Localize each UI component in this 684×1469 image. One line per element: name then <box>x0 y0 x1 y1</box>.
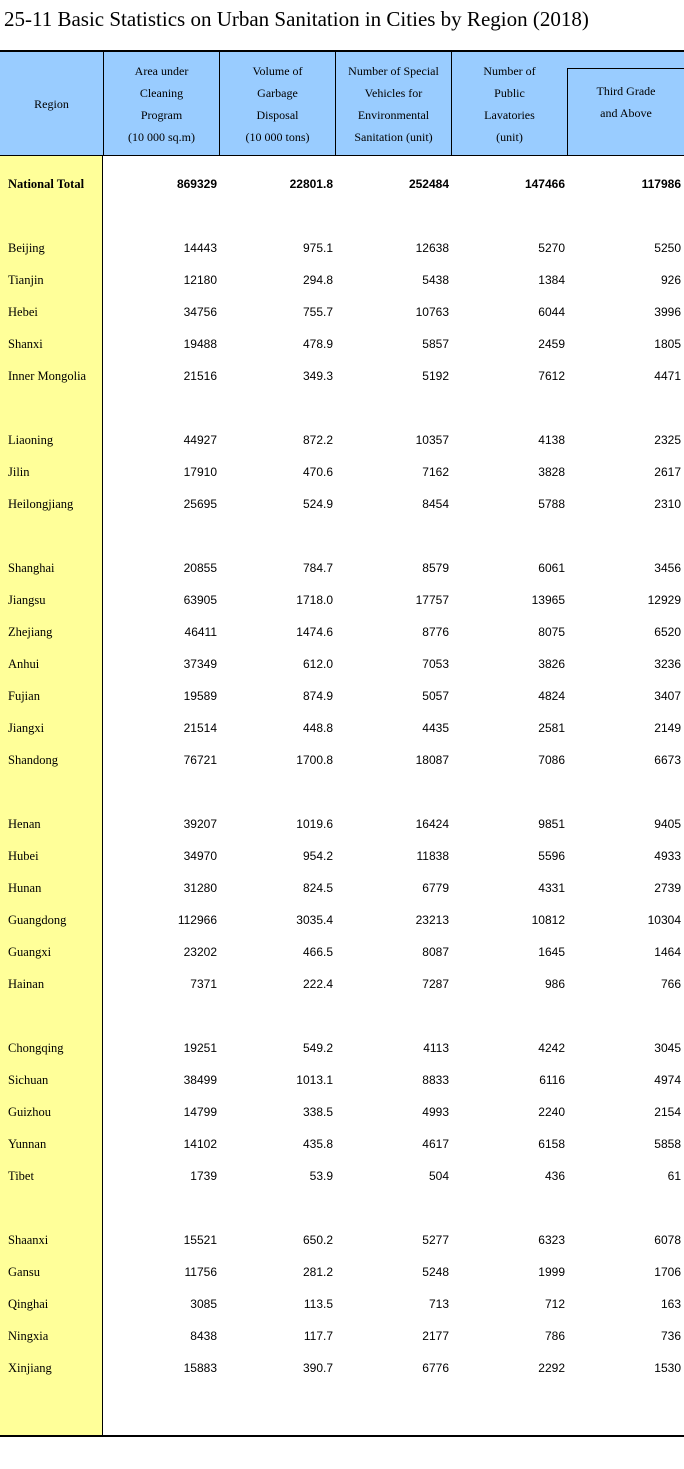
table-row <box>0 750 684 770</box>
region-cell: Heilongjiang <box>8 497 74 511</box>
table-row <box>0 942 684 962</box>
area-cell: 1739 <box>190 1169 217 1183</box>
area-cell: 76721 <box>183 753 217 767</box>
garbage-cell: 390.7 <box>302 1361 333 1375</box>
garbage-cell: 1718.0 <box>296 593 333 607</box>
region-cell: Hebei <box>8 305 38 319</box>
garbage-cell: 53.9 <box>309 1169 333 1183</box>
table-row <box>0 430 684 450</box>
area-cell: 19589 <box>183 689 217 703</box>
vehicles-cell: 4617 <box>422 1137 449 1151</box>
header-area-line: Program <box>140 107 183 122</box>
table-row <box>0 1166 684 1186</box>
region-cell: Liaoning <box>8 433 54 447</box>
third-grade-cell: 2325 <box>654 433 681 447</box>
region-cell: Inner Mongolia <box>8 369 87 383</box>
third-grade-cell: 3236 <box>654 657 681 671</box>
table-top-rule <box>0 50 684 52</box>
garbage-cell: 954.2 <box>302 849 333 863</box>
lavatories-cell: 986 <box>544 977 565 991</box>
table-row <box>0 1262 684 1282</box>
table-row <box>0 910 684 930</box>
vehicles-cell: 4113 <box>423 1041 449 1055</box>
table-row <box>0 1294 684 1314</box>
area-cell: 34756 <box>183 305 217 319</box>
third-grade-cell: 163 <box>660 1297 681 1311</box>
third-grade-cell: 926 <box>660 273 681 287</box>
third-grade-cell: 5858 <box>654 1137 681 1151</box>
header-third-grade-line: and Above <box>600 105 652 120</box>
region-cell: National Total <box>8 177 85 191</box>
region-cell: Qinghai <box>8 1297 49 1311</box>
area-cell: 8438 <box>190 1329 217 1343</box>
vehicles-cell: 8776 <box>422 625 449 639</box>
third-grade-cell: 4471 <box>654 369 681 383</box>
table-bottom-rule <box>0 1435 684 1437</box>
garbage-cell: 294.8 <box>302 273 333 287</box>
lavatories-cell: 1384 <box>538 273 565 287</box>
region-cell: Sichuan <box>8 1073 49 1087</box>
vehicles-cell: 5248 <box>422 1265 449 1279</box>
header-vehicles <box>336 52 451 155</box>
lavatories-cell: 2581 <box>538 721 565 735</box>
area-cell: 39207 <box>183 817 217 831</box>
table-row <box>0 558 684 578</box>
area-cell: 12180 <box>183 273 217 287</box>
third-grade-cell: 2310 <box>654 497 681 511</box>
area-cell: 34970 <box>183 849 217 863</box>
area-cell: 19251 <box>183 1041 217 1055</box>
lavatories-cell: 6044 <box>538 305 565 319</box>
table-row <box>0 974 684 994</box>
region-cell: Henan <box>8 817 41 831</box>
vehicles-cell: 252484 <box>408 177 449 191</box>
lavatories-cell: 3828 <box>538 465 565 479</box>
header-region <box>0 52 103 155</box>
garbage-cell: 349.3 <box>302 369 333 383</box>
table-row <box>0 462 684 482</box>
third-grade-cell: 2739 <box>654 881 681 895</box>
third-grade-cell: 6078 <box>654 1233 681 1247</box>
region-cell: Gansu <box>8 1265 40 1279</box>
lavatories-cell: 786 <box>544 1329 565 1343</box>
vehicles-cell: 2177 <box>422 1329 449 1343</box>
third-grade-cell: 4974 <box>654 1073 681 1087</box>
area-cell: 21514 <box>183 721 217 735</box>
garbage-cell: 824.5 <box>302 881 333 895</box>
lavatories-cell: 3826 <box>538 657 565 671</box>
area-cell: 31280 <box>183 881 217 895</box>
area-cell: 14443 <box>183 241 217 255</box>
third-grade-cell: 3996 <box>654 305 681 319</box>
table-row <box>0 334 684 354</box>
third-grade-cell: 2617 <box>654 465 681 479</box>
region-cell: Chongqing <box>8 1041 64 1055</box>
lavatories-cell: 2459 <box>538 337 565 351</box>
lavatories-cell: 2240 <box>538 1105 565 1119</box>
table-row <box>0 622 684 642</box>
table-row <box>0 1070 684 1090</box>
garbage-cell: 1013.1 <box>296 1073 333 1087</box>
region-cell: Guangdong <box>8 913 67 927</box>
header-garbage-line: Volume of <box>252 63 303 78</box>
vehicles-cell: 10763 <box>415 305 449 319</box>
lavatories-cell: 5270 <box>538 241 565 255</box>
region-cell: Ningxia <box>8 1329 49 1343</box>
region-cell: Shanghai <box>8 561 55 575</box>
area-cell: 44927 <box>183 433 217 447</box>
header-vehicles-line: Vehicles for <box>364 85 423 100</box>
third-grade-cell: 1805 <box>654 337 681 351</box>
third-grade-cell: 6673 <box>654 753 681 767</box>
lavatories-cell: 436 <box>544 1169 565 1183</box>
third-grade-cell: 1706 <box>654 1265 681 1279</box>
third-grade-cell: 1464 <box>654 945 681 959</box>
lavatories-cell: 4824 <box>538 689 565 703</box>
header-third-grade <box>568 68 684 155</box>
header-garbage-line: Disposal <box>256 107 299 122</box>
vehicles-cell: 8087 <box>422 945 449 959</box>
garbage-cell: 281.2 <box>302 1265 333 1279</box>
header-area-line: Area under <box>134 63 189 78</box>
area-cell: 38499 <box>183 1073 217 1087</box>
vehicles-cell: 6776 <box>422 1361 449 1375</box>
lavatories-cell: 9851 <box>538 817 565 831</box>
table-row <box>0 1230 684 1250</box>
header-area-unit: (10 000 sq.m) <box>128 129 195 144</box>
vehicles-cell: 7287 <box>422 977 449 991</box>
garbage-cell: 524.9 <box>302 497 333 511</box>
header-lavatories-line: Public <box>494 85 525 100</box>
region-cell: Shanxi <box>8 337 43 351</box>
region-cell: Jiangsu <box>8 593 46 607</box>
third-grade-cell: 2149 <box>654 721 681 735</box>
table-row <box>0 302 684 322</box>
garbage-cell: 874.9 <box>302 689 333 703</box>
area-cell: 11756 <box>184 1265 217 1279</box>
header-region-label: Region <box>34 96 69 111</box>
third-grade-cell: 3045 <box>654 1041 681 1055</box>
area-cell: 14102 <box>183 1137 217 1151</box>
lavatories-cell: 13965 <box>531 593 565 607</box>
header-lavatories <box>452 52 567 155</box>
statistics-table <box>0 50 684 1437</box>
third-grade-cell: 10304 <box>647 913 681 927</box>
garbage-cell: 435.8 <box>302 1137 333 1151</box>
vehicles-cell: 12638 <box>415 241 449 255</box>
lavatories-cell: 4242 <box>538 1041 565 1055</box>
area-cell: 37349 <box>183 657 217 671</box>
vehicles-cell: 8579 <box>422 561 449 575</box>
region-cell: Guizhou <box>8 1105 52 1119</box>
table-row <box>0 1102 684 1122</box>
garbage-cell: 1700.8 <box>296 753 333 767</box>
table-row <box>0 814 684 834</box>
lavatories-cell: 2292 <box>538 1361 565 1375</box>
header-lavatories-unit: (unit) <box>496 129 523 144</box>
lavatories-cell: 8075 <box>538 625 565 639</box>
table-row <box>0 590 684 610</box>
header-third-grade-line: Third Grade <box>596 83 656 98</box>
garbage-cell: 222.4 <box>302 977 333 991</box>
area-cell: 21516 <box>183 369 217 383</box>
third-grade-cell: 61 <box>667 1169 681 1183</box>
table-row <box>0 1326 684 1346</box>
area-cell: 20855 <box>183 561 217 575</box>
garbage-cell: 650.2 <box>302 1233 333 1247</box>
table-row <box>0 654 684 674</box>
vehicles-cell: 7053 <box>422 657 449 671</box>
table-row <box>0 1358 684 1378</box>
garbage-cell: 117.7 <box>303 1329 333 1343</box>
region-cell: Guangxi <box>8 945 52 959</box>
region-cell: Tianjin <box>8 273 44 287</box>
third-grade-cell: 9405 <box>654 817 681 831</box>
lavatories-cell: 147466 <box>524 177 565 191</box>
table-row <box>0 270 684 290</box>
vehicles-cell: 713 <box>428 1297 449 1311</box>
vehicles-cell: 8833 <box>422 1073 449 1087</box>
lavatories-cell: 5788 <box>538 497 565 511</box>
header-area-line: Cleaning <box>139 85 184 100</box>
region-cell: Zhejiang <box>8 625 53 639</box>
region-cell: Fujian <box>8 689 40 703</box>
vehicles-cell: 11838 <box>416 849 449 863</box>
lavatories-cell: 6323 <box>538 1233 565 1247</box>
area-cell: 869329 <box>176 177 217 191</box>
vehicles-cell: 7162 <box>422 465 449 479</box>
lavatories-cell: 1999 <box>538 1265 565 1279</box>
area-cell: 112966 <box>177 913 217 927</box>
region-cell: Jilin <box>8 465 30 479</box>
header-vehicles-line: Sanitation (unit) <box>354 129 433 144</box>
lavatories-cell: 10812 <box>531 913 565 927</box>
lavatories-cell: 1645 <box>538 945 565 959</box>
vehicles-cell: 4435 <box>422 721 449 735</box>
lavatories-cell: 6116 <box>539 1073 565 1087</box>
header-area <box>104 52 219 155</box>
vehicles-cell: 504 <box>428 1169 449 1183</box>
vehicles-cell: 6779 <box>422 881 449 895</box>
garbage-cell: 3035.4 <box>296 913 333 927</box>
third-grade-cell: 4933 <box>654 849 681 863</box>
area-cell: 14799 <box>183 1105 217 1119</box>
region-cell: Anhui <box>8 657 40 671</box>
garbage-cell: 466.5 <box>302 945 333 959</box>
header-garbage <box>220 52 335 155</box>
third-grade-cell: 2154 <box>654 1105 681 1119</box>
third-grade-cell: 6520 <box>654 625 681 639</box>
table-row <box>0 846 684 866</box>
vehicles-cell: 5277 <box>422 1233 449 1247</box>
area-cell: 25695 <box>183 497 217 511</box>
header-garbage-unit: (10 000 tons) <box>245 129 310 144</box>
area-cell: 15521 <box>183 1233 217 1247</box>
garbage-cell: 470.6 <box>302 465 333 479</box>
garbage-cell: 478.9 <box>302 337 333 351</box>
vehicles-cell: 8454 <box>422 497 449 511</box>
lavatories-cell: 712 <box>544 1297 565 1311</box>
lavatories-cell: 7612 <box>538 369 565 383</box>
lavatories-cell: 5596 <box>538 849 565 863</box>
garbage-cell: 448.8 <box>302 721 333 735</box>
region-cell: Shandong <box>8 753 58 767</box>
vehicles-cell: 5192 <box>422 369 449 383</box>
table-row <box>0 238 684 258</box>
third-grade-cell: 3456 <box>654 561 681 575</box>
region-cell: Tibet <box>8 1169 34 1183</box>
table-row <box>0 366 684 386</box>
region-cell: Yunnan <box>8 1137 47 1151</box>
garbage-cell: 338.5 <box>302 1105 333 1119</box>
national-total-row <box>0 174 684 194</box>
garbage-cell: 549.2 <box>302 1041 333 1055</box>
table-row <box>0 1038 684 1058</box>
page-title: 25-11 Basic Statistics on Urban Sanitation in Cities by Region (2018) <box>4 7 589 31</box>
area-cell: 15883 <box>183 1361 217 1375</box>
header-garbage-line: Garbage <box>257 85 298 100</box>
lavatories-cell: 6158 <box>538 1137 565 1151</box>
vehicles-cell: 5438 <box>422 273 449 287</box>
area-cell: 46411 <box>184 625 217 639</box>
garbage-cell: 784.7 <box>302 561 333 575</box>
vehicles-cell: 18087 <box>415 753 449 767</box>
header-lavatories-line: Number of <box>483 63 536 78</box>
table-header <box>0 52 684 155</box>
header-lavatories-line: Lavatories <box>484 107 535 122</box>
lavatories-cell: 6061 <box>538 561 565 575</box>
area-cell: 23202 <box>183 945 217 959</box>
header-vehicles-line: Number of Special <box>348 63 439 78</box>
table-row <box>0 1134 684 1154</box>
vehicles-cell: 5857 <box>422 337 449 351</box>
lavatories-cell: 7086 <box>538 753 565 767</box>
table-row <box>0 686 684 706</box>
table-row <box>0 878 684 898</box>
garbage-cell: 755.7 <box>302 305 333 319</box>
lavatories-cell: 4138 <box>538 433 565 447</box>
garbage-cell: 1019.6 <box>296 817 333 831</box>
vehicles-cell: 16424 <box>415 817 449 831</box>
area-cell: 7371 <box>190 977 217 991</box>
area-cell: 17910 <box>183 465 217 479</box>
region-cell: Hainan <box>8 977 45 991</box>
region-cell: Xinjiang <box>8 1361 52 1375</box>
area-cell: 3085 <box>190 1297 217 1311</box>
header-vehicles-line: Environmental <box>357 107 430 122</box>
third-grade-cell: 12929 <box>647 593 681 607</box>
area-cell: 63905 <box>183 593 217 607</box>
vehicles-cell: 10357 <box>415 433 449 447</box>
vehicles-cell: 4993 <box>422 1105 449 1119</box>
region-cell: Beijing <box>8 241 45 255</box>
vehicles-cell: 17757 <box>415 593 449 607</box>
third-grade-cell: 3407 <box>654 689 681 703</box>
garbage-cell: 113.5 <box>303 1297 333 1311</box>
garbage-cell: 1474.6 <box>296 625 333 639</box>
region-cell: Hubei <box>8 849 39 863</box>
vehicles-cell: 23213 <box>415 913 449 927</box>
region-cell: Shaanxi <box>8 1233 49 1247</box>
area-cell: 19488 <box>183 337 217 351</box>
third-grade-cell: 736 <box>660 1329 681 1343</box>
table-row <box>0 718 684 738</box>
garbage-cell: 22801.8 <box>289 177 333 191</box>
lavatories-cell: 4331 <box>538 881 565 895</box>
region-cell: Hunan <box>8 881 42 895</box>
region-cell: Jiangxi <box>8 721 45 735</box>
garbage-cell: 975.1 <box>302 241 333 255</box>
third-grade-cell: 5250 <box>654 241 681 255</box>
garbage-cell: 612.0 <box>302 657 333 671</box>
garbage-cell: 872.2 <box>302 433 333 447</box>
third-grade-cell: 117986 <box>641 177 681 191</box>
third-grade-cell: 1530 <box>654 1361 681 1375</box>
third-grade-cell: 766 <box>660 977 681 991</box>
table-row <box>0 494 684 514</box>
vehicles-cell: 5057 <box>422 689 449 703</box>
